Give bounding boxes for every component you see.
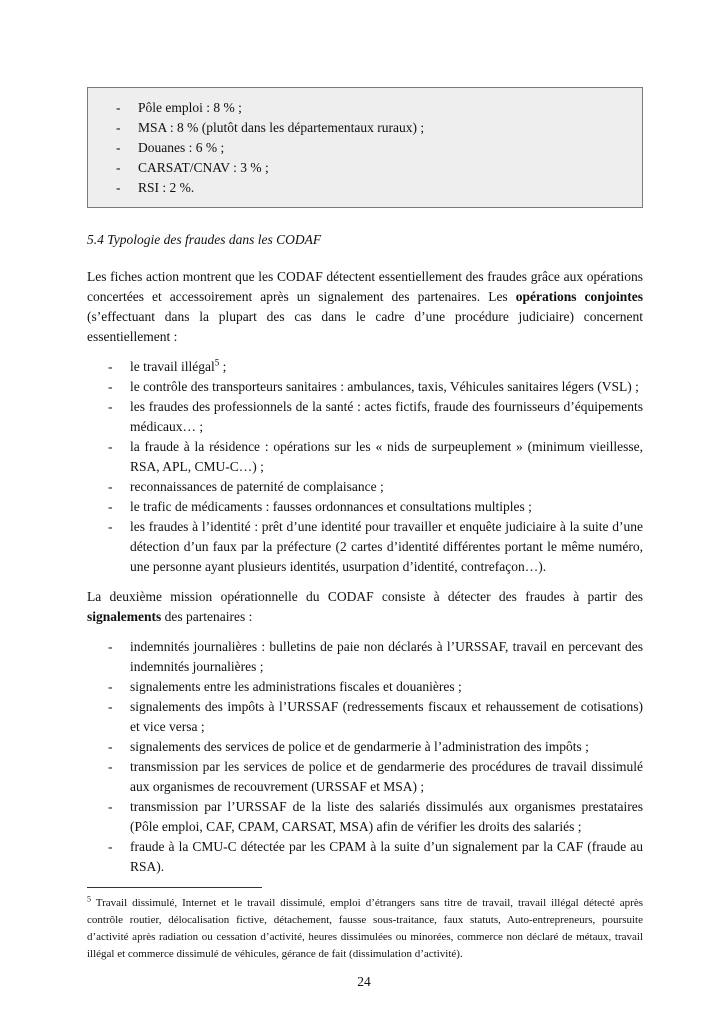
joint-operations-list: [87, 357, 643, 577]
second-mission-paragraph: [87, 587, 643, 627]
list-item: - reconnaissances de paternité de complaisance ;: [87, 477, 643, 497]
intro-paragraph: [87, 267, 643, 347]
page-number: 24: [357, 974, 371, 989]
list-item-text: le travail illégal: [130, 359, 215, 374]
list-item: - signalements entre les administrations fiscales et douanières ;: [87, 677, 643, 697]
intro-text-1: Les fiches action montrent que les CODAF détectent essentiellement des fraudes grâce aux opérations concertées et accessoirement après un signalement des partenaires. Les: [87, 269, 643, 304]
list-item: - le trafic de médicaments : fausses ordonnances et consultations multiples ;: [87, 497, 643, 517]
list-item: - MSA : 8 % (plutôt dans les départementaux ruraux) ;: [108, 118, 630, 138]
second-text-2: des partenaires :: [161, 609, 253, 624]
second-text-1: La deuxième mission opérationnelle du CODAF consiste à détecter des fraudes à partir des: [87, 589, 643, 604]
list-item: - transmission par les services de police et de gendarmerie des procédures de travail dissimulé aux organismes de recouvrement (URSSAF et MSA) ;: [87, 757, 643, 797]
section-title: 5.4 Typologie des fraudes dans les CODAF: [87, 232, 322, 247]
list-item: - fraude à la CMU-C détectée par les CPAM à la suite d’un signalement par la CAF (fraude au RSA).: [87, 837, 643, 877]
second-bold: signalements: [87, 609, 162, 624]
footnote: [87, 895, 643, 963]
list-item-tail: ;: [219, 359, 227, 374]
signalements-list: [87, 637, 643, 877]
list-item: - transmission par l’URSSAF de la liste des salariés dissimulés aux organismes prestataires (Pôle emploi, CAF, CPAM, CARSAT, MSA) afin de vérifier les droits des salariés ;: [87, 797, 643, 837]
list-item: - CARSAT/CNAV : 3 % ;: [108, 158, 630, 178]
intro-bold: opérations conjointes: [515, 289, 643, 304]
statistics-box: [87, 87, 643, 208]
list-item: - Douanes : 6 % ;: [108, 138, 630, 158]
list-item: - les fraudes des professionnels de la santé : actes fictifs, fraude des fournisseurs d’équipements médicaux… ;: [87, 397, 643, 437]
intro-text-2: (s’effectuant dans la plupart des cas dans le cadre d’une procédure judiciaire) concernent essentiellement :: [87, 309, 643, 344]
footnote-text: Travail dissimulé, Internet et le travail dissimulé, emploi d’étrangers sans titre de travail, travail illégal détecté après contrôle routier, délocalisation fictive, détachement, fausse sous-traitance, faux statuts, Auto-entrepreneurs, poursuite d’activité après radiation ou cessation d’activité, heures dissimulées ou minorées, commerce non déclaré de métaux, travail illégal et commerce dissimulé de véhicules, gérance de fait (dissimulation d’activité).: [87, 897, 643, 960]
list-item: - indemnités journalières : bulletins de paie non déclarés à l’URSSAF, travail en percevant des indemnités journalières ;: [87, 637, 643, 677]
list-item: - Pôle emploi : 8 % ;: [108, 98, 630, 118]
list-item: - les fraudes à l’identité : prêt d’une identité pour travailler et enquête judiciaire à la suite d’une détection d’un faux par la préfecture (2 cartes d’identité différentes portant le même numéro, une personne ayant plusieurs identités, usurpation d’identité, contrefaçon…).: [87, 517, 643, 577]
list-item: [87, 357, 643, 377]
document-page: [87, 87, 643, 963]
partner-percentage-list: [100, 98, 630, 198]
list-item: - signalements des services de police et de gendarmerie à l’administration des impôts ;: [87, 737, 643, 757]
footnote-divider: [87, 887, 262, 888]
list-item: - le contrôle des transporteurs sanitaires : ambulances, taxis, Véhicules sanitaires légers (VSL) ;: [87, 377, 643, 397]
list-item: - RSI : 2 %.: [108, 178, 630, 198]
footnote-number: 5: [87, 894, 91, 904]
list-item: - la fraude à la résidence : opérations sur les « nids de surpeuplement » (minimum vieillesse, RSA, APL, CMU-C…) ;: [87, 437, 643, 477]
footnote-ref: 5: [214, 357, 220, 368]
list-item: - signalements des impôts à l’URSSAF (redressements fiscaux et rehaussement de cotisations) et vice versa ;: [87, 697, 643, 737]
